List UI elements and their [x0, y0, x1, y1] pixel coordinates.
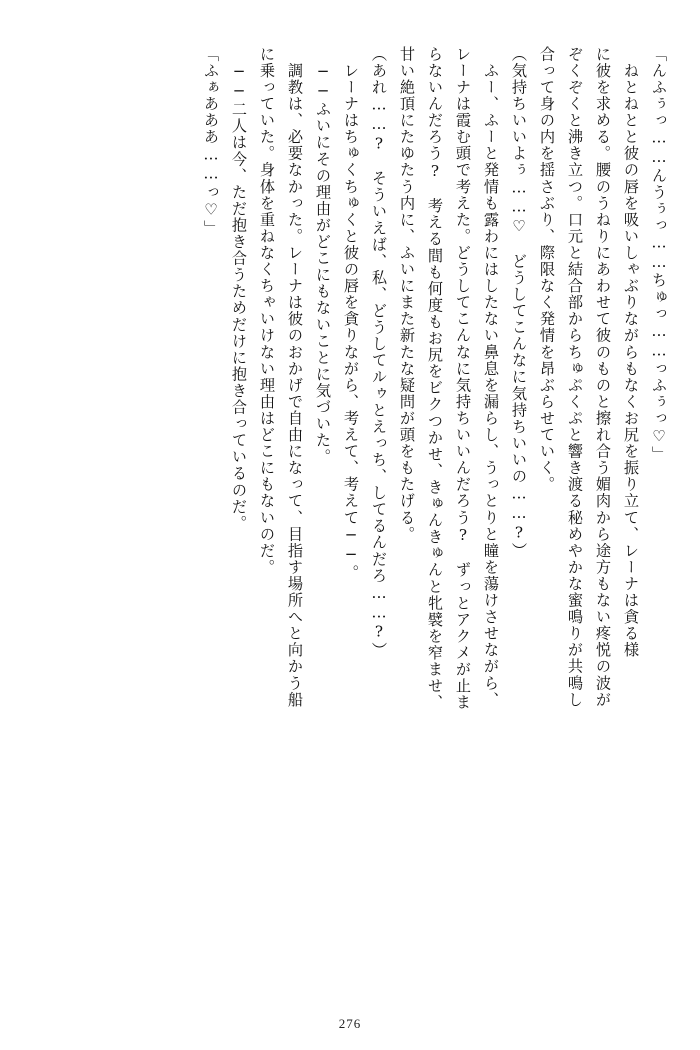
text-line: ねとねとと彼の唇を吸いしゃぶりながらもなくお尻を振り立て、レーナは貪る様 — [622, 46, 640, 659]
text-line: ──二人は今、ただ抱き合うためだけに抱き合っているのだ。 — [230, 46, 248, 532]
text-line: レーナは霞む頭で考えた。どうしてこんなに気持ちいいんだろう? ずっとアクメが止ま — [454, 46, 472, 711]
text-line: （気持ちいいよぅ……♡ どうしてこんなに気持ちいいの……?） — [510, 46, 528, 560]
text-line: （あれ……? そういえば、私、どうしてルゥとえっち、してるんだろ……?） — [370, 46, 388, 659]
text-line: 甘い絶頂にたゆたう内に、ふいにまた新たな疑問が頭をもたげる。 — [398, 46, 416, 543]
text-line: 「ふぁあああ……っ♡」 — [202, 46, 220, 237]
text-line: 「んふぅっ……んうぅっ……ちゅっ……っふぅっ♡」 — [650, 46, 668, 463]
text-line: に彼を求める。腰のうねりにあわせて彼のものと擦れ合う媚肉から途方もない疼悦の波が — [594, 46, 612, 708]
text-line: 合って身の内を揺さぶり、際限なく発情を昂ぶらせていく。 — [538, 46, 556, 493]
text-line: ──ふいにその理由がどこにもないことに気づいた。 — [314, 46, 332, 466]
text-line: らないんだろう? 考える間も何度もお尻をビクつかせ、きゅんきゅんと牝襞を窄ませ、 — [426, 46, 444, 711]
text-line: 調教は、必要なかった。レーナは彼のおかげで自由になって、目指す場所へと向かう船 — [286, 46, 304, 708]
text-line: に乗っていた。身体を重ねなくちゃいけない理由はどこにもないのだ。 — [258, 46, 276, 576]
page-number: 276 — [338, 1016, 362, 1031]
text-line: ぞくぞくと沸き立つ。口元と結合部からちゅぷくぷと響き渡る秘めやかな蜜鳴りが共鳴し — [566, 46, 584, 708]
text-line: レーナはちゅくちゅくと彼の唇を貪りながら、考えて、考えて──。 — [342, 46, 360, 582]
vertical-text-block — [30, 46, 666, 976]
text-line: ふー、ふーと発情も露わにはしたない鼻息を漏らし、うっとりと瞳を蕩けさせながら、 — [482, 46, 500, 708]
